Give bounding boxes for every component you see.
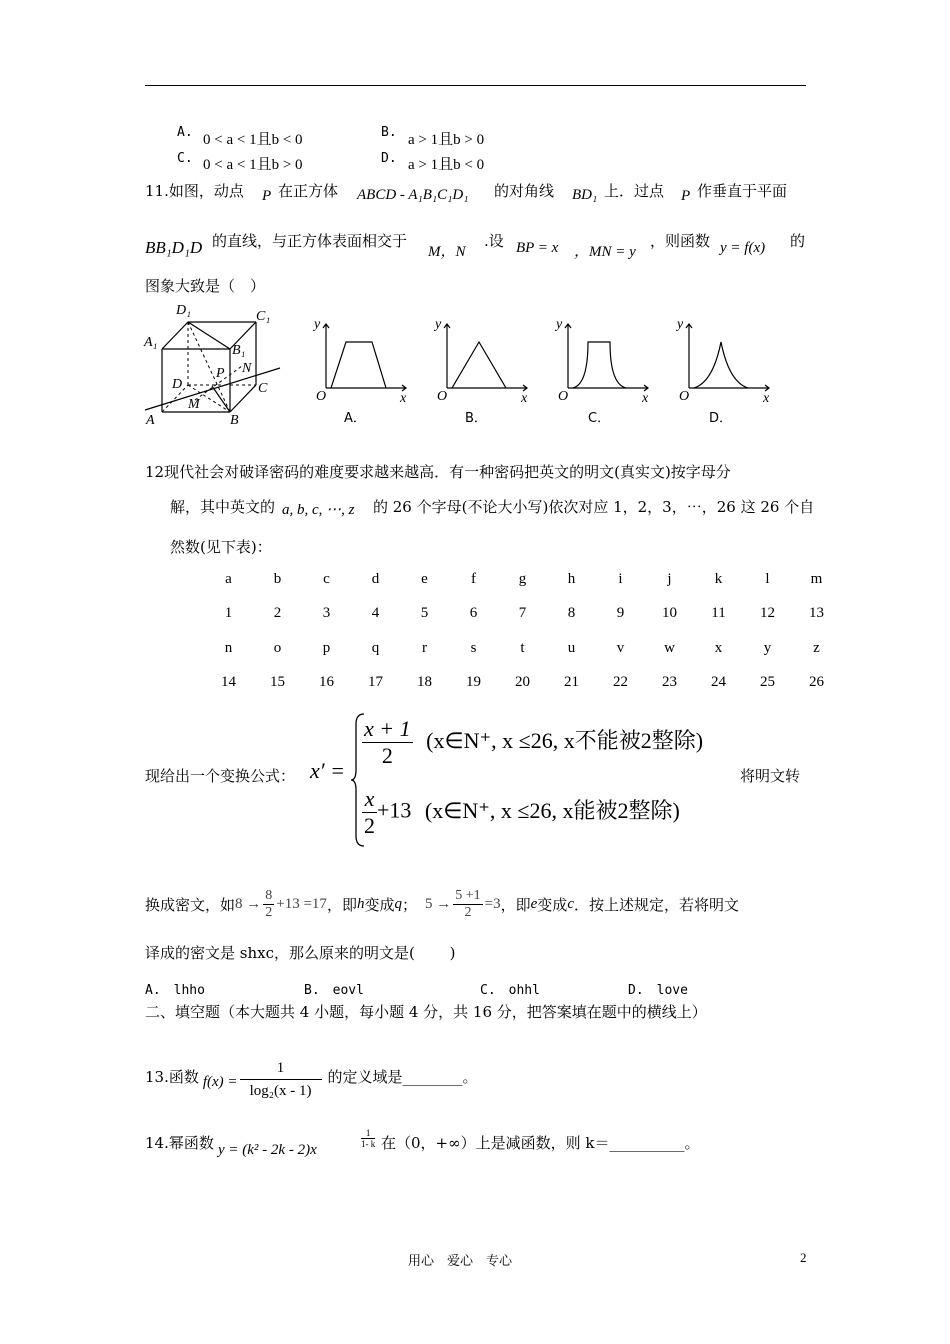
example1-den: 2 [265, 904, 273, 920]
cipher-cell: v [616, 639, 625, 656]
cipher-cell: 24 [711, 674, 726, 691]
q10-optB-text: a > 1且b > 0 [408, 132, 485, 148]
q11-cube-figure [140, 300, 290, 428]
q11-cube-name: ABCD - A₁B₁C₁D₁ [357, 187, 469, 203]
graph-a-curve [331, 342, 386, 388]
case1-numerator: x + 1 [364, 716, 411, 741]
graph-c-label: C． [588, 411, 611, 426]
q11-text-3: 图象大致是（ ） [145, 277, 266, 295]
q12-line-1: 12现代社会对破译密码的难度要求越来越高．有一种密码把英文的明文(真实文)按字母分 [145, 463, 731, 481]
example2-num: 5 +1 [455, 887, 481, 903]
cipher-cell: p [322, 639, 331, 656]
case1-denominator: 2 [381, 743, 393, 768]
cipher-cell: r [422, 639, 427, 656]
q11-point-p: P [262, 188, 272, 204]
cipher-cell: b [273, 570, 282, 587]
case2-denominator: 2 [364, 813, 375, 838]
q14-exponent [361, 1128, 375, 1149]
example-text-c: 变成 [364, 895, 395, 914]
cipher-cell: l [765, 570, 770, 587]
cipher-cell: 16 [319, 674, 334, 691]
cipher-cell: 17 [368, 674, 383, 691]
example2-pre: 5 → [424, 895, 452, 912]
example1-post: +13 =17 [276, 895, 327, 912]
cipher-cell: k [714, 570, 723, 587]
q11-text-2a: 的直线，与正方体表面相交于 [212, 232, 408, 250]
cipher-cell: o [273, 639, 282, 656]
cipher-cell: 19 [466, 674, 481, 691]
graph-b-curve [452, 342, 506, 388]
edge-a1d1 [162, 322, 188, 349]
formula-case-2 [362, 786, 680, 839]
q14-exp-num: 1 [361, 1128, 375, 1139]
example-c: c [567, 895, 574, 912]
case2-numerator: x [362, 786, 377, 813]
cipher-cell: u [567, 639, 576, 656]
q10-optC-label: C. [177, 151, 193, 166]
label-a1: A₁ [144, 335, 158, 350]
cipher-cell: d [371, 570, 380, 587]
graph-option-a [306, 312, 414, 430]
q11-plane: BB₁D₁D [145, 238, 203, 257]
cipher-cell: 2 [273, 605, 282, 622]
example2-den: 2 [464, 904, 472, 920]
q14-expression: y = (k² - 2k - 2)x [218, 1142, 317, 1158]
label-b1: B₁ [232, 343, 246, 358]
q11-text-1c: 的对角线 [494, 182, 555, 200]
cipher-cell: 22 [613, 674, 628, 691]
cipher-cell: z [813, 639, 820, 656]
q13-label: 13.函数 [145, 1068, 199, 1086]
example1-pre: 8 → [235, 895, 262, 912]
cipher-cell: 10 [662, 605, 677, 622]
q10-optD-text: a > 1且b < 0 [408, 157, 485, 173]
q14-exp-den: 1- k [361, 1139, 376, 1149]
formula-case-1 [362, 716, 703, 769]
cipher-cell: 15 [270, 674, 285, 691]
example-text-a: 换成密文，如 [145, 895, 236, 914]
cipher-cell: g [518, 570, 527, 587]
q10-optD-label: D. [381, 151, 397, 166]
q10-optA-text: 0 < a < 1且b < 0 [203, 132, 303, 148]
label-n: N [242, 361, 252, 376]
case2-condition: (x∈N⁺, x ≤26, x能被2整除) [424, 797, 680, 823]
cipher-cell: 13 [809, 605, 824, 622]
graph-option-d [669, 312, 777, 430]
cipher-cell: x [714, 639, 723, 656]
page-number: 2 [800, 1250, 807, 1265]
graph-b-x: x [521, 391, 528, 406]
formula-lhs: x′ = [310, 758, 345, 783]
q11-text-1a: 11.如图，动点 [145, 182, 244, 200]
q13-tail: 的定义域是________。 [327, 1068, 478, 1086]
q13-denominator: log₂(x - 1) [249, 1083, 312, 1099]
q11-text-2b: .设 [484, 232, 504, 250]
label-a: A [146, 413, 155, 428]
cipher-cell: y [763, 639, 772, 656]
label-b: B [230, 413, 239, 428]
q13-question [145, 1058, 478, 1110]
q14-tail: 在（0，+∞）上是减函数，则 k＝__________。 [381, 1134, 700, 1152]
q10-optC-text: 0 < a < 1且b > 0 [203, 157, 303, 173]
cipher-cell: 23 [662, 674, 677, 691]
cipher-cell: c [323, 570, 330, 587]
cipher-cell: 12 [760, 605, 775, 622]
graph-a-label: A． [344, 411, 366, 426]
cipher-cell: 11 [711, 605, 726, 622]
cipher-cell: j [667, 570, 672, 587]
cipher-cell: m [810, 570, 823, 587]
example-text-e: ，即 [500, 895, 531, 914]
example1-num: 8 [265, 887, 273, 903]
graph-a-y: y [314, 317, 321, 332]
case2-add: +13 [377, 797, 412, 823]
cipher-cell: 20 [515, 674, 530, 691]
graph-d-x: x [763, 391, 770, 406]
q11-text-1e: 作垂直于平面 [697, 182, 788, 200]
cipher-row [204, 562, 841, 597]
q12-option-d: D. love [628, 983, 688, 998]
graph-b-y: y [435, 317, 442, 332]
q11-bp-x: BP = x [516, 240, 559, 256]
label-m: M [188, 397, 200, 412]
footer-slogan: 用心 爱心 专心 [408, 1254, 513, 1269]
q11-points-mn: M，N [428, 244, 466, 260]
cipher-cell: 5 [420, 605, 429, 622]
example2-post: =3 [484, 895, 501, 912]
q12-option-b: B. eovl [304, 983, 364, 998]
example-e: e [530, 895, 538, 912]
cipher-cell: 21 [564, 674, 579, 691]
q11-function: y = f(x) [720, 240, 766, 256]
q11-diagonal: BD₁ [572, 187, 598, 203]
q12-line-3: 然数(见下表)： [170, 538, 272, 556]
label-p: P [216, 366, 225, 381]
q10-optA-label: A. [177, 125, 193, 140]
graph-c-y: y [556, 317, 563, 332]
cipher-cell: 4 [371, 605, 380, 622]
header-rule [145, 85, 806, 86]
graph-b-o: O [437, 389, 448, 404]
graph-d-label: D． [709, 411, 733, 426]
cipher-cell: h [567, 570, 576, 587]
q10-optB-label: B. [381, 125, 397, 140]
graph-c-o: O [558, 389, 569, 404]
q12-line-2b: 的 26 个字母(不论大小写)依次对应 1，2，3，⋯，26 这 26 个自 [373, 498, 815, 516]
q12-option-a: A. lhho [145, 983, 205, 998]
cipher-cell: t [520, 639, 525, 656]
cipher-cell: 8 [567, 605, 576, 622]
graph-b-label: B． [465, 411, 487, 426]
q11-mn-y: ，MN = y [574, 244, 636, 260]
label-d1: D₁ [176, 303, 191, 318]
example-text-g: ．按上述规定，若将明文 [573, 895, 739, 914]
q11-point-p2: P [681, 188, 691, 204]
seg-bp [212, 386, 230, 412]
q12-example-line [145, 880, 739, 928]
label-c: C [258, 381, 268, 396]
graph-a-o: O [316, 389, 327, 404]
formula-intro: 现给出一个变换公式： [145, 767, 296, 785]
label-d: D [172, 377, 183, 392]
cipher-cell: 6 [469, 605, 478, 622]
graph-d-y: y [677, 317, 684, 332]
graph-c-x: x [642, 391, 649, 406]
case1-condition: (x∈N⁺, x ≤26, x不能被2整除) [426, 727, 704, 753]
section-2-heading: 二、填空题（本大题共 4 小题，每小题 4 分，共 16 分，把答案填在题中的横线上） [145, 1003, 707, 1021]
graph-a-x: x [400, 391, 407, 406]
cipher-cell: a [225, 570, 232, 587]
cipher-cell: 1 [224, 605, 233, 622]
example-text-f: 变成 [537, 895, 568, 914]
cipher-cell: 9 [616, 605, 625, 622]
q12-letters: a, b, c, ⋯, z [282, 502, 355, 518]
q12-ask: 译成的密文是 shxc，那么原来的明文是( ) [145, 944, 456, 962]
q13-lhs: f(x) = [202, 1074, 238, 1090]
example-q: q [394, 895, 402, 912]
cipher-cell: i [618, 570, 623, 587]
example-h: h [356, 895, 365, 912]
q12-option-c: C. ohhl [480, 983, 540, 998]
graph-option-c [548, 312, 656, 430]
cipher-cell: 3 [322, 605, 331, 622]
cipher-cell: 18 [417, 674, 432, 691]
q14-label: 14.幂函数 [145, 1134, 214, 1152]
cipher-cell: w [664, 639, 675, 656]
cipher-cell: 14 [221, 674, 236, 691]
example-text-b: ，即 [326, 895, 357, 914]
cipher-row [204, 666, 841, 701]
cipher-cell: s [470, 639, 477, 656]
example-text-d: ； [401, 895, 417, 914]
graph-option-b [427, 312, 535, 430]
q13-numerator: 1 [240, 1060, 322, 1080]
graph-c-curve [573, 342, 626, 388]
graph-d-curve [694, 342, 748, 388]
cipher-cell: 26 [809, 674, 824, 691]
formula-tail: 将明文转 [740, 767, 801, 785]
cipher-cell: f [471, 570, 476, 587]
q11-text-1d: 上．过点 [604, 182, 665, 200]
cipher-cell: 25 [760, 674, 775, 691]
q11-text-2d: 的 [790, 232, 806, 250]
graph-d-o: O [679, 389, 690, 404]
q11-text-1b: 在正方体 [278, 182, 339, 200]
q12-line-2a: 解，其中英文的 [170, 498, 276, 516]
cipher-cell: n [224, 639, 233, 656]
label-c1: C₁ [256, 309, 271, 324]
cipher-row [204, 597, 841, 632]
cipher-cell: 7 [518, 605, 527, 622]
edge-bc [230, 385, 256, 412]
cipher-cell: q [371, 639, 380, 656]
cipher-cell: e [421, 570, 428, 587]
q11-text-2c: ，则函数 [650, 232, 711, 250]
cipher-table [204, 562, 841, 700]
cipher-row [204, 631, 841, 666]
